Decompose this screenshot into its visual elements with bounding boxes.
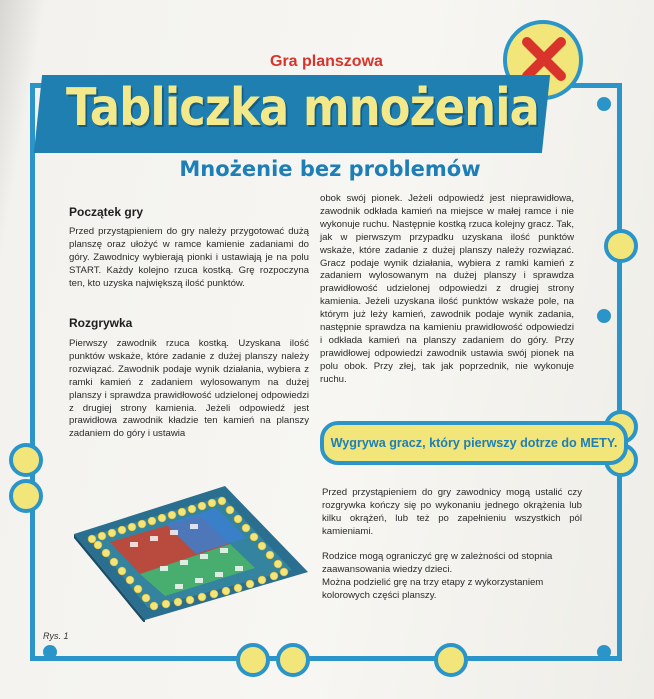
limit-text: Rodzice mogą ograniczyć grę w zależności od stopnia zaawansowania wiedzy dzieci. [322,551,553,575]
start-text: Przed przystąpieniem do gry należy przygotować dużą planszę oraz ułożyć w ramce kamienie zadaniami do góry. Zawodnicy wybierają pionki i ustawiają je na polu START. Każdy kolejno rzuca kostką. Grę rozpoczyna ten, kto uzyska największą ilość punktów. [69,226,309,289]
gameplay-text: Pierwszy zawodnik rzuca kostką. Uzyskana ilość punktów wskaże, które zadanie z dużej planszy należy rozwiązać. Zawodnik podaje wynik działania, wybiera z ramki kamień z zadaniem wylosowanym na dużej planszy i sprawdza prawidłowość udzielonej odpowiedzi z drugiej strony kamienia. Jeżeli odpowiedź jest prawidłowa zawodnik kładzie ten kamień na planszy zadaniem do góry i ustawia [69,338,309,440]
end-text: Przed przystąpieniem do gry zawodnicy mogą ustalić czy rozgrywka kończy się po wykonaniu jednego okrążenia lub kilku okrążeń, lub też po zapełnieniu wszystkich pól kamieniami. [322,487,582,537]
winner-callout [320,421,628,465]
start-heading: Początek gry [69,205,144,219]
frame-circle [434,643,468,677]
category-label: Gra planszowa [270,53,383,70]
frame-circle [9,443,43,477]
frame-rivet [597,645,611,659]
frame-rivet [597,309,611,323]
frame-rivet [597,97,611,111]
gameplay-heading: Rozgrywka [69,316,133,330]
page-subtitle: Mnożenie bez problemów [179,157,481,181]
frame-rivet [43,645,57,659]
frame-circle [604,229,638,263]
page-title: Tabliczka mnożenia [66,78,539,138]
figure-label: Rys. 1 [43,631,69,641]
winner-text: Wygrywa gracz, który pierwszy dotrze do METY. [330,436,618,450]
frame-circle [9,479,43,513]
stages-text: Można podzielić grę na trzy etapy z wykorzystaniem kolorowych części planszy. [322,577,544,601]
frame-circle [276,643,310,677]
frame-circle [236,643,270,677]
gameplay-text-continued: obok swój pionek. Jeżeli odpowiedź jest nieprawidłowa, zawodnik odkłada kamień na miejsce w małej ramce i nie wykonuje ruchu. Następnie kostką rzuca kolejny gracz. Tak, jak w pierwszym przypadku uzyskana ilość punktów wskaże, które zadanie z dużej planszy należy rozwiązać. Gracz podaje wynik działania, wybiera z ramki kamień z zadaniem wylosowanym na dużej planszy i sprawdza prawidłowość udzielonej odpowiedzi z drugiej strony kamienia. Jeżeli uzyskana ilość punktów wskaże pole, na którym już leży kamień, zawodnik podaje wynik zadania, następnie sprawdza na kamieniu prawidłowość odpowiedzi i odkłada kamień na planszy zadaniem do góry. Przy prawidłowej odpowiedzi zawodnik ustawia swój pionek na polu obok. Przy złej, tak jak poprzednik, nie wykonuje ruchu. [320,193,574,385]
game-board-illustration [70,484,310,622]
